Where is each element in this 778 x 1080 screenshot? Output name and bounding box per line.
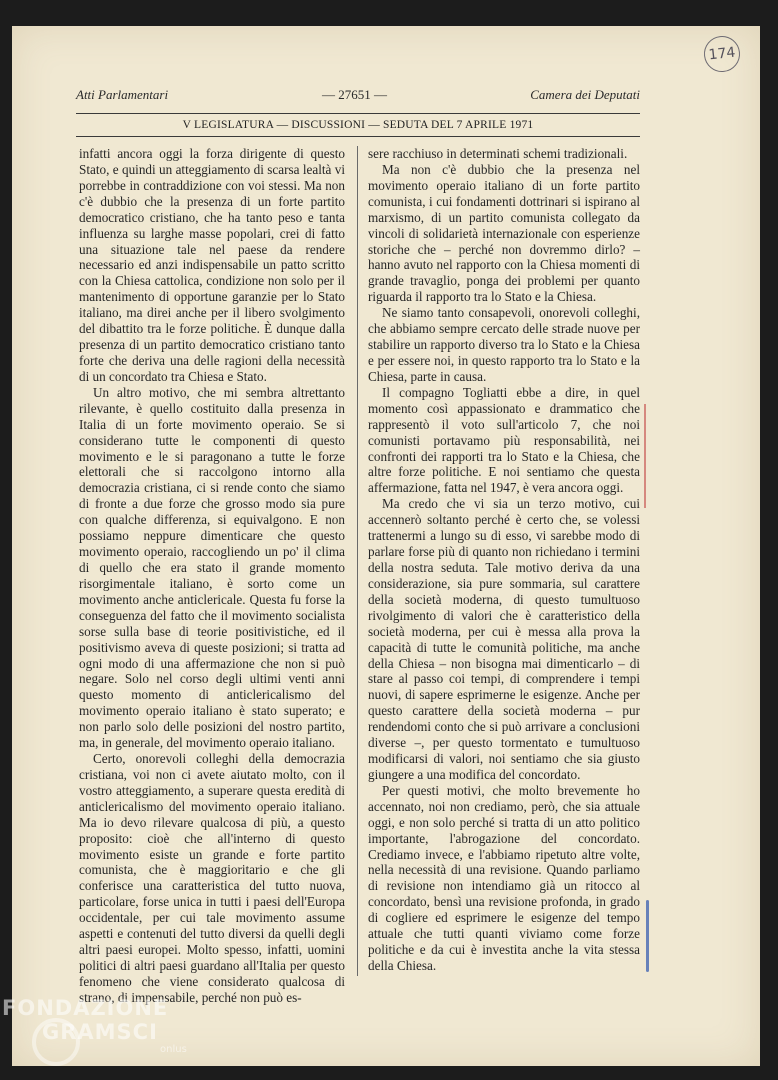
paragraph: Un altro motivo, che mi sembra altrettanto rilevante, è quello costituito dalla presenza in Italia di un forte movimento operaio. Se si considerano tutte le componenti di questo movimento e le si paragonano a tutte le forze elettorali che si raccolgono intorno alla democrazia cristiana, ci si rende conto che siamo di fronte a due forze che grosso modo sia pure con qualche differenza, si equivalgono. E non possiamo neppure dimenticare che questo movimento operaio, raccogliendo un po' il clima di quello che era stato il grande momento risorgimentale italiano, è sorto come un movimento anche anticlericale. Questa fu forse la conseguenza del fatto che il movimento socialista sorse sulla base di teorie positivistiche, ed il positivismo aveva di queste posizioni; si tratta ad ogni modo di una affermazione che non si può negare. Solo nel corso degli ultimi venti anni questo momento di anticlericalismo del movimento operaio italiano è stato superato; e non parlo solo delle posizioni del nostro partito, ma, in generale, del movimento operaio italiano. (79, 384, 345, 751)
paragraph: Il compagno Togliatti ebbe a dire, in quel momento così appassionato e drammatico che rappresentò il voto sull'articolo 7, che noi comunisti portavamo più responsabilità, nei confronti dei rapporti tra lo Stato e la Chiesa, che altre forze politiche. E noi sentiamo che questa affermazione, fatta nel 1947, è vera ancora oggi. (368, 384, 640, 496)
paragraph: Per questi motivi, che molto brevemente ho accennato, noi non crediamo, però, che sia attuale oggi, e non solo perché si tratta di un atto politico importante, l'abrogazione del concordato. Crediamo invece, e l'abbiamo ripetuto altre volte, nella necessità di una revisione. Quando parliamo di revisione non intendiamo già un ritocco al concordato, bensì una revisione profonda, in grado di cogliere ed esprimere le esigenze del tempo attuale che tutti quanti viviamo come forze politiche e da cui è investita anche la vita stessa della Chiesa. (368, 782, 640, 974)
watermark-line2: GRAMSCI (42, 1020, 158, 1044)
header-page-number: — 27651 — (322, 87, 387, 102)
red-margin-mark (644, 404, 646, 508)
paragraph: Ma credo che vi sia un terzo motivo, cui accennerò soltanto perché è certo che, se volessi trattenermi a lungo su di esso, vi sarebbe modo di parlare forse più di quanto non richiedano i termini della nostra seduta. Tale motivo deriva da una considerazione, sia pure sommaria, sul carattere della società moderna, di questo tumultuoso rivolgimento di valori che è caratteristico della società moderna, per cui è messa alla prova la capacità di tutte le comunità politiche, ma anche della Chiesa – non bisogna mai dimenticarlo – di stare al passo coi tempi, di comprendere i tempi nuovi, di sapere esprimerne le esigenze. Anche per questo carattere della società moderna – pur rendendomi conto che si può arrivare a conclusioni diverse –, per questo tormentato e tumultuoso modificarsi di valori, noi sentiamo che sia giusto giungere a una modifica del concordato. (368, 496, 640, 782)
paragraph: sere racchiuso in determinati schemi tradizionali. (368, 146, 628, 161)
left-text-column (79, 146, 345, 1006)
page-header (76, 87, 640, 103)
paragraph: Certo, onorevoli colleghi della democrazia cristiana, voi non ci avete aiutato molto, con il vostro atteggiamento, a superare questa eredità di anticlericalismo del movimento operaio italiano. Ma io devo rilevare qualcosa di più, a questo proposito: cioè che all'interno di questo movimento esiste un grande e forte partito comunista, che è maggioritario e che gli conferisce una caratteristica del tutto nuova, particolare, forse unica in tutti i paesi dell'Europa occidentale, per cui tale movimento assume aspetti e contenuti del tutto diversi da quelli degli altri paesi europei. Molto spesso, infatti, uomini politici di altri paesi guardano all'Italia per questo fenomeno che viene considerato qualcosa di strano, di impensabile, perché non può es- (79, 751, 345, 1005)
archive-stamp-number: 174 (702, 34, 742, 74)
watermark-line1: FONDAZIONE (2, 996, 169, 1020)
right-text-column (368, 146, 640, 974)
paragraph: Ma non c'è dubbio che la presenza nel movimento operaio italiano di un forte partito comunista, i cui fondamenti dottrinari si ispirano al marxismo, di un partito comunista collegato da vincoli di solidarietà internazionale con esperienze storiche che – perché non dovremmo dirlo? – hanno avuto nel rapporto con la Chiesa momenti di grande travaglio, ponga dei problemi per quanto riguarda il rapporto tra lo Stato e la Chiesa. (368, 161, 640, 305)
watermark-line3: onlus (160, 1044, 187, 1055)
session-subheader: V LEGISLATURA — DISCUSSIONI — SEDUTA DEL 7 APRILE 1971 (76, 113, 640, 137)
paragraph: Ne siamo tanto consapevoli, onorevoli colleghi, che abbiamo sempre cercato delle strade nuove per stabilire un rapporto diverso tra lo Stato e la Chiesa e per essere noi, in questo rapporto tra lo Stato e la Chiesa, parte in causa. (368, 305, 640, 384)
header-left: Atti Parlamentari (76, 87, 169, 102)
column-divider (357, 146, 358, 976)
paragraph: infatti ancora oggi la forza dirigente di questo Stato, e quindi un atteggiamento di scarsa lealtà vi porrebbe in contraddizione con voi stessi. Ma non c'è dubbio che la presenza di un forte partito democratico cristiano, che ha tanto peso e tanta influenza su larghe masse popolari, crei di fatto una situazione tale nel paese da rendere necessario ed anzi indispensabile un patto scritto con la Chiesa cattolica, condizione non solo per il mantenimento di opportune garanzie per lo Stato italiano, ma direi anche per il libero svolgimento del dibattito tra le forze politiche. È dunque dalla presenza di un partito democratico cristiano tanto forte che deriva una delle ragioni della necessità di un concordato tra Chiesa e Stato. (79, 146, 345, 384)
fondazione-gramsci-watermark (2, 996, 202, 1076)
blue-margin-mark (646, 900, 649, 972)
header-right: Camera dei Deputati (530, 87, 640, 102)
